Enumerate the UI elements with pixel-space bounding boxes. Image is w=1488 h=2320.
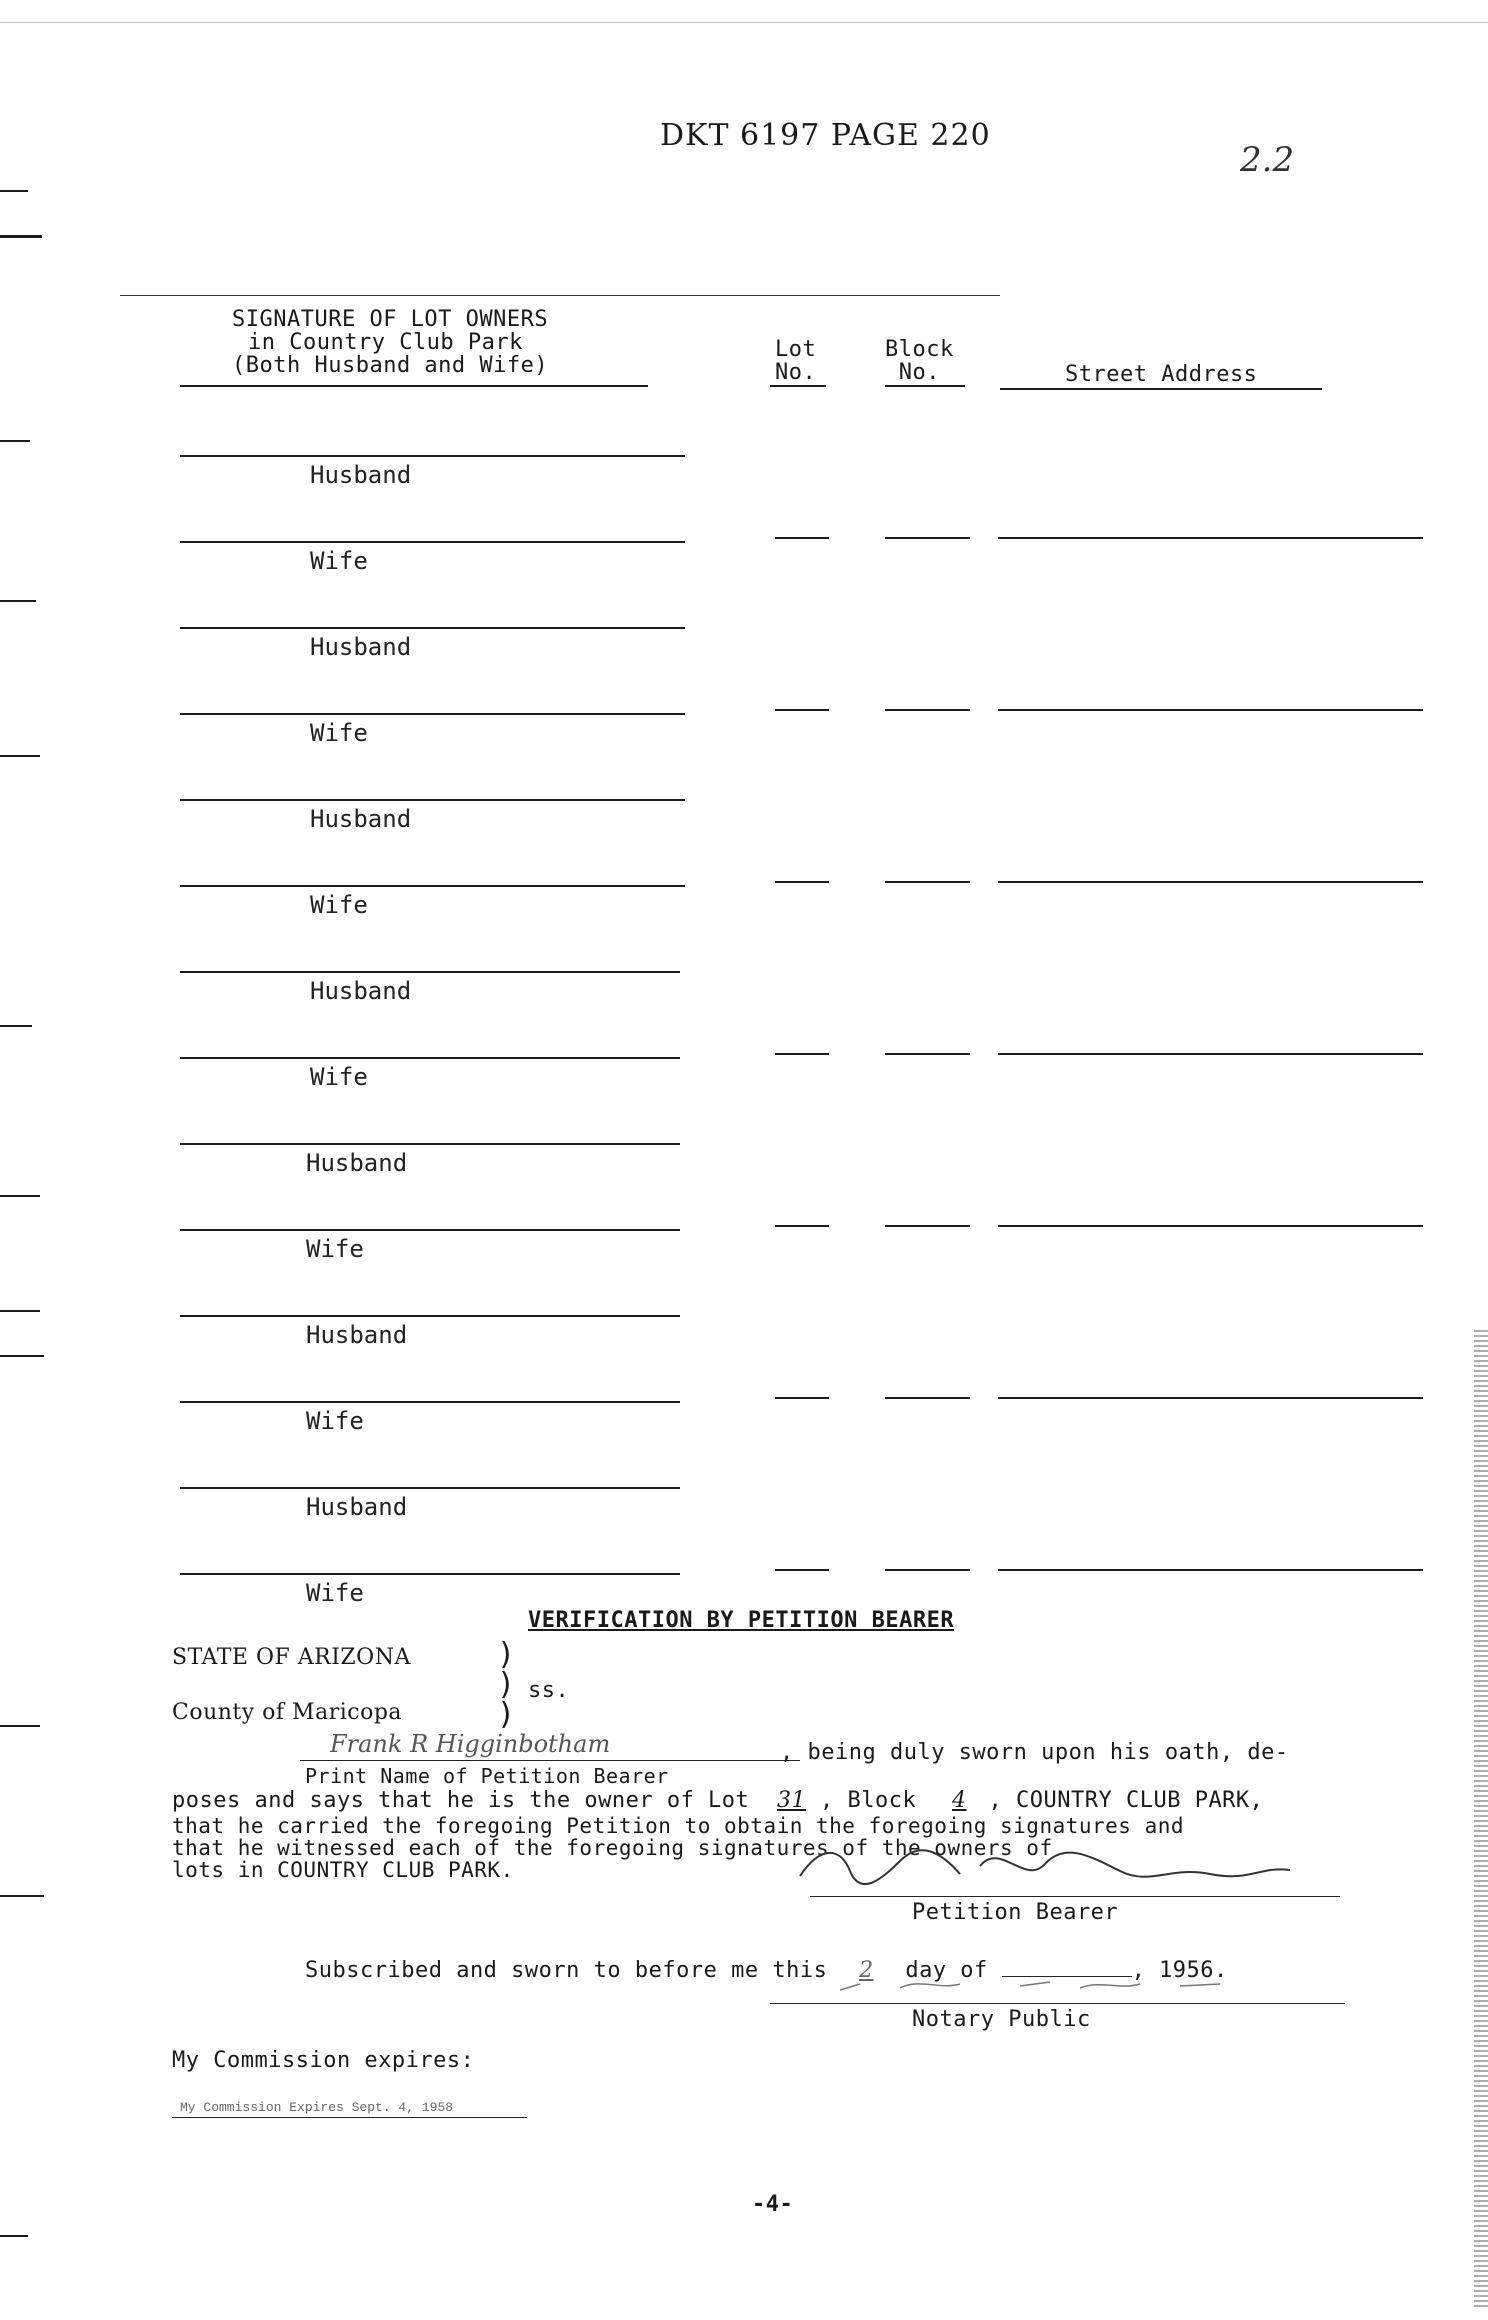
day-value: 2 (859, 1958, 874, 1983)
header-top-rule (120, 295, 1000, 296)
bearer-signature-line (810, 1896, 1340, 1897)
signature-line[interactable] (180, 1057, 680, 1059)
verification-line-4: that he witnessed each of the foregoing signatures of the owners of (172, 1836, 1053, 1860)
scan-mark (0, 600, 36, 602)
signature-title-line-2: in Country Club Park (248, 330, 523, 355)
husband-label: Husband (310, 461, 412, 489)
street-address-line[interactable] (998, 1397, 1423, 1399)
signature-title-line-3: (Both Husband and Wife) (232, 353, 549, 378)
lot-no-line[interactable] (775, 1397, 829, 1399)
signature-line[interactable] (180, 1573, 680, 1575)
wife-label: Wife (310, 719, 368, 747)
sworn-text: , being duly sworn upon his oath, de- (780, 1740, 1289, 1765)
street-address-header: Street Address (1065, 362, 1258, 387)
wife-label: Wife (310, 891, 368, 919)
wife-label: Wife (306, 1407, 364, 1435)
scan-mark (0, 440, 30, 442)
wife-label: Wife (310, 1063, 368, 1091)
scan-mark (0, 1310, 40, 1312)
signature-title-line-1: SIGNATURE OF LOT OWNERS (232, 307, 549, 332)
street-address-line[interactable] (998, 1225, 1423, 1227)
deposition-text-c: , COUNTRY CLUB PARK, (988, 1788, 1264, 1813)
block-header-line-1: Block (885, 337, 954, 362)
scan-mark (0, 1355, 44, 1357)
lot-no-line[interactable] (775, 709, 829, 711)
commission-label: My Commission expires: (172, 2048, 475, 2073)
block-no-line[interactable] (885, 1225, 970, 1227)
petition-bearer-label: Petition Bearer (912, 1900, 1119, 1925)
signature-line[interactable] (180, 885, 685, 887)
scan-mark (0, 755, 40, 757)
street-address-line[interactable] (998, 709, 1423, 711)
signature-line[interactable] (180, 1315, 680, 1317)
scan-mark (0, 190, 28, 192)
notary-public-label: Notary Public (912, 2007, 1091, 2032)
verification-line-3: that he carried the foregoing Petition to obtain the foregoing signatures and (172, 1814, 1185, 1838)
lot-header-line-2: No. (775, 360, 817, 385)
print-name-label: Print Name of Petition Bearer (305, 1764, 669, 1788)
street-address-line[interactable] (998, 1569, 1423, 1571)
signature-line[interactable] (180, 1229, 680, 1231)
lot-no-line[interactable] (775, 881, 829, 883)
verification-title: VERIFICATION BY PETITION BEARER (528, 1608, 955, 1633)
notary-signature-line (770, 2003, 1345, 2004)
page-number: -4- (752, 2192, 794, 2217)
block-no-line[interactable] (885, 881, 970, 883)
street-header-underline (1000, 388, 1322, 390)
signature-line[interactable] (180, 627, 685, 629)
corner-handwritten-note: 2.2 (1240, 140, 1295, 180)
scan-mark (0, 1895, 44, 1897)
lot-no-line[interactable] (775, 1569, 829, 1571)
scan-mark (0, 1025, 32, 1027)
bearer-signature (790, 1836, 1310, 1896)
scan-mark (0, 235, 42, 238)
block-no-line[interactable] (885, 537, 970, 539)
scan-mark (0, 2235, 28, 2237)
signature-line[interactable] (180, 713, 685, 715)
block-no-line[interactable] (885, 1053, 970, 1055)
deposition-text-b: , Block (820, 1788, 917, 1813)
scan-mark (0, 1725, 40, 1727)
block-no-line[interactable] (885, 1569, 970, 1571)
signature-line[interactable] (180, 799, 685, 801)
signature-line[interactable] (180, 455, 685, 457)
verification-line-5: lots in COUNTRY CLUB PARK. (172, 1858, 514, 1882)
block-no-line[interactable] (885, 709, 970, 711)
bearer-name-handwritten: Frank R Higginbotham (330, 1730, 611, 1758)
county-label: County of Maricopa (172, 1700, 403, 1725)
husband-label: Husband (306, 1321, 408, 1349)
signature-line[interactable] (180, 1143, 680, 1145)
signature-line[interactable] (180, 971, 680, 973)
lot-header-underline (770, 385, 826, 387)
wife-label: Wife (310, 547, 368, 575)
verification-line-2 (172, 1788, 1263, 1813)
state-label: STATE OF ARIZONA (172, 1645, 411, 1670)
subscribed-text-a: Subscribed and sworn to before me this (305, 1958, 828, 1983)
lot-no-line[interactable] (775, 1053, 829, 1055)
venue-brace: ) ) ) (497, 1637, 516, 1732)
street-address-line[interactable] (998, 1053, 1423, 1055)
block-header-underline (885, 385, 965, 387)
husband-label: Husband (310, 633, 412, 661)
scan-mark (0, 1195, 40, 1197)
signature-column-title (232, 308, 548, 377)
notary-signature (820, 1960, 1280, 2000)
commission-stamp: My Commission Expires Sept. 4, 1958 (180, 2100, 454, 2115)
scan-top-noise (0, 22, 1488, 23)
lot-no-line[interactable] (775, 1225, 829, 1227)
block-header-line-2: No. (898, 360, 940, 385)
signature-line[interactable] (180, 1487, 680, 1489)
street-address-line[interactable] (998, 881, 1423, 883)
husband-label: Husband (310, 977, 412, 1005)
deposition-text-a: poses and says that he is the owner of Lot (172, 1788, 750, 1813)
subscribed-text-b: day of (905, 1958, 988, 1983)
wife-label: Wife (306, 1579, 364, 1607)
husband-label: Husband (306, 1149, 408, 1177)
wife-label: Wife (306, 1235, 364, 1263)
bearer-name-line (300, 1760, 800, 1761)
lot-no-line[interactable] (775, 537, 829, 539)
book-page-reference: DKT 6197 PAGE 220 (660, 118, 991, 153)
scan-edge-noise (1474, 1330, 1488, 2310)
ss-label: ss. (528, 1678, 570, 1703)
block-no-line[interactable] (885, 1397, 970, 1399)
husband-label: Husband (310, 805, 412, 833)
block-column-header (885, 338, 954, 384)
lot-header-line-1: Lot (775, 337, 817, 362)
commission-line (172, 2117, 527, 2118)
signature-line[interactable] (180, 1401, 680, 1403)
lot-value: 31 (777, 1788, 807, 1813)
signature-header-underline (180, 385, 648, 387)
lot-column-header (775, 338, 816, 384)
year-text: , 1956. (1131, 1958, 1228, 1983)
husband-label: Husband (306, 1493, 408, 1521)
street-address-line[interactable] (998, 537, 1423, 539)
signature-line[interactable] (180, 541, 685, 543)
block-value: 4 (952, 1788, 967, 1813)
